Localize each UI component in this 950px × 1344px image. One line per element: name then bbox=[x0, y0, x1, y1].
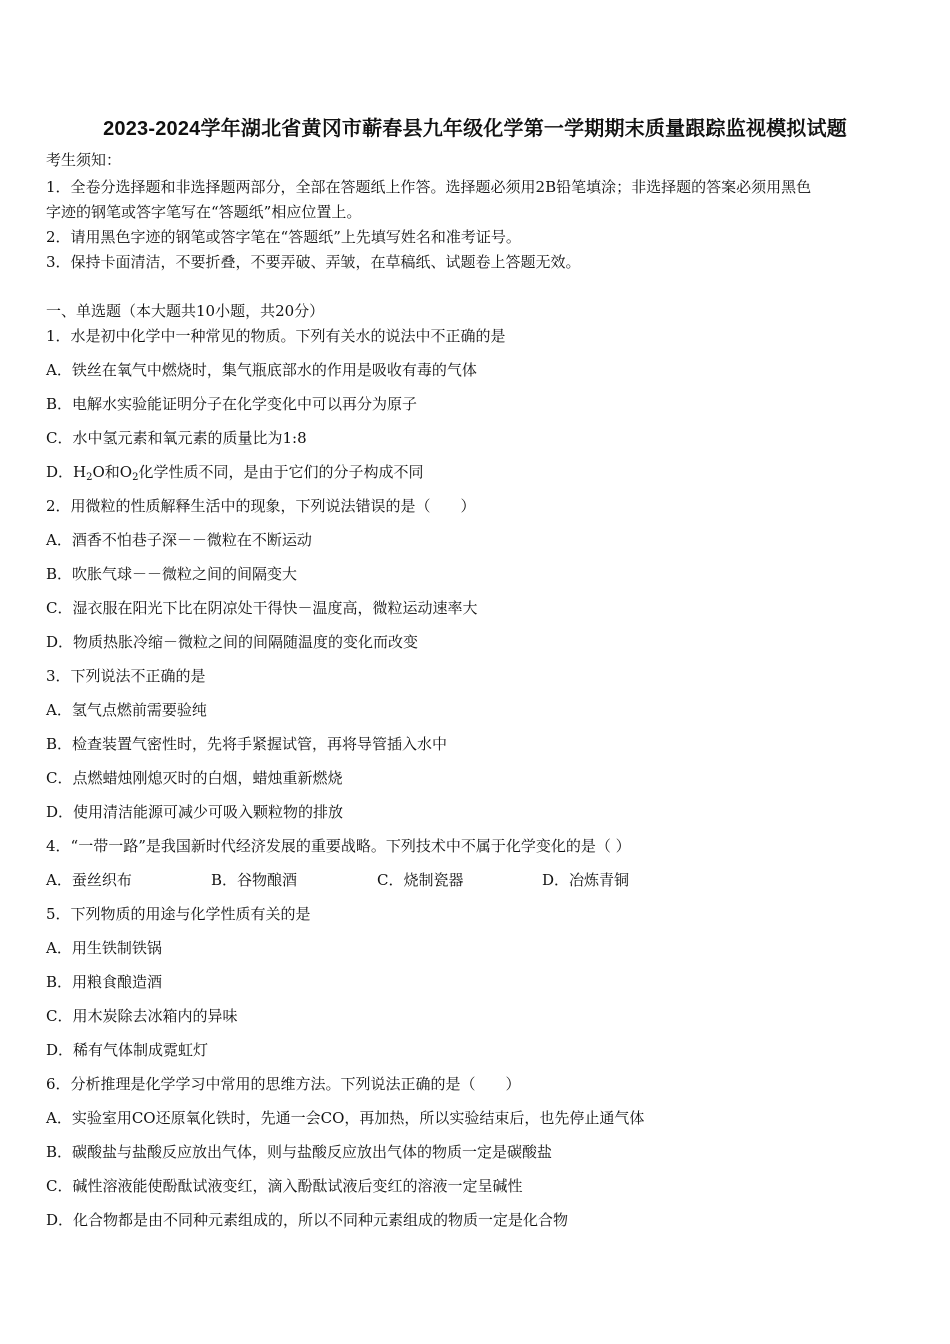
section-heading: 一、单选题（本大题共10小题，共20分） bbox=[46, 302, 325, 320]
q3-option-b: B．检查装置气密性时，先将手紧握试管，再将导管插入水中 bbox=[46, 735, 448, 753]
notice-heading: 考生须知： bbox=[46, 151, 122, 169]
q2-option-b: B．吹胀气球－－微粒之间的间隔变大 bbox=[46, 565, 298, 583]
q1-option-d bbox=[46, 463, 423, 481]
q6-option-c: C．碱性溶液能使酚酞试液变红，滴入酚酞试液后变红的溶液一定呈碱性 bbox=[46, 1177, 523, 1195]
q1-option-c: C．水中氢元素和氧元素的质量比为1:8 bbox=[46, 429, 307, 447]
q1-d-prefix: D．H bbox=[46, 463, 87, 481]
q6-option-b: B．碳酸盐与盐酸反应放出气体，则与盐酸反应放出气体的物质一定是碳酸盐 bbox=[46, 1143, 553, 1161]
page-title: 2023-2024学年湖北省黄冈市蕲春县九年级化学第一学期期末质量跟踪监视模拟试题 bbox=[103, 118, 847, 140]
q1-d-subscript-1: 2 bbox=[86, 472, 93, 483]
q3-stem: 3．下列说法不正确的是 bbox=[46, 667, 206, 685]
q2-option-c: C．湿衣服在阳光下比在阴凉处干得快－温度高，微粒运动速率大 bbox=[46, 599, 478, 617]
q5-option-a: A．用生铁制铁锅 bbox=[46, 939, 162, 957]
q4-stem: 4．“一带一路”是我国新时代经济发展的重要战略。下列技术中不属于化学变化的是（ ） bbox=[46, 837, 631, 855]
q1-option-b: B．电解水实验能证明分子在化学变化中可以再分为原子 bbox=[46, 395, 418, 413]
notice-item-2: 2．请用黑色字迹的钢笔或答字笔在“答题纸”上先填写姓名和准考证号。 bbox=[46, 228, 521, 246]
q1-d-suffix: 化学性质不同，是由于它们的分子构成不同 bbox=[138, 463, 424, 481]
q2-stem: 2．用微粒的性质解释生活中的现象，下列说法错误的是（ ） bbox=[46, 497, 476, 515]
q3-option-a: A．氢气点燃前需要验纯 bbox=[46, 701, 207, 719]
q1-option-a: A．铁丝在氧气中燃烧时，集气瓶底部水的作用是吸收有毒的气体 bbox=[46, 361, 477, 379]
q2-option-d: D．物质热胀冷缩－微粒之间的间隔随温度的变化而改变 bbox=[46, 633, 419, 651]
q2-option-a: A．酒香不怕巷子深－－微粒在不断运动 bbox=[46, 531, 312, 549]
q5-option-c: C．用木炭除去冰箱内的异味 bbox=[46, 1007, 238, 1025]
q4-option-b: B．谷物酿酒 bbox=[211, 871, 298, 889]
q3-option-c: C．点燃蜡烛刚熄灭时的白烟，蜡烛重新燃烧 bbox=[46, 769, 343, 787]
q5-stem: 5．下列物质的用途与化学性质有关的是 bbox=[46, 905, 311, 923]
q5-option-d: D．稀有气体制成霓虹灯 bbox=[46, 1041, 209, 1059]
notice-item-1-cont: 字迹的钢笔或答字笔写在“答题纸”相应位置上。 bbox=[46, 203, 362, 221]
q4-option-c: C．烧制瓷器 bbox=[377, 871, 464, 889]
q6-stem: 6．分析推理是化学学习中常用的思维方法。下列说法正确的是（ ） bbox=[46, 1075, 521, 1093]
q5-option-b: B．用粮食酿造酒 bbox=[46, 973, 163, 991]
q4-option-a: A．蚕丝织布 bbox=[46, 871, 132, 889]
notice-item-3: 3．保持卡面清洁，不要折叠，不要弄破、弄皱，在草稿纸、试题卷上答题无效。 bbox=[46, 253, 581, 271]
q4-options-row bbox=[46, 871, 666, 889]
q4-option-d: D．冶炼青铜 bbox=[542, 871, 630, 889]
q6-option-a: A．实验室用CO还原氧化铁时，先通一会CO，再加热，所以实验结束后，也先停止通气体 bbox=[46, 1109, 645, 1127]
q1-d-subscript-2: 2 bbox=[132, 472, 139, 483]
q3-option-d: D．使用清洁能源可减少可吸入颗粒物的排放 bbox=[46, 803, 344, 821]
q6-option-d: D．化合物都是由不同种元素组成的，所以不同种元素组成的物质一定是化合物 bbox=[46, 1211, 569, 1229]
q1-stem: 1．水是初中化学中一种常见的物质。下列有关水的说法中不正确的是 bbox=[46, 327, 506, 345]
q1-d-middle: O和O bbox=[92, 463, 133, 481]
notice-item-1: 1．全卷分选择题和非选择题两部分，全部在答题纸上作答。选择题必须用2B铅笔填涂；非选择题的答案必须用黑色 bbox=[46, 178, 812, 196]
